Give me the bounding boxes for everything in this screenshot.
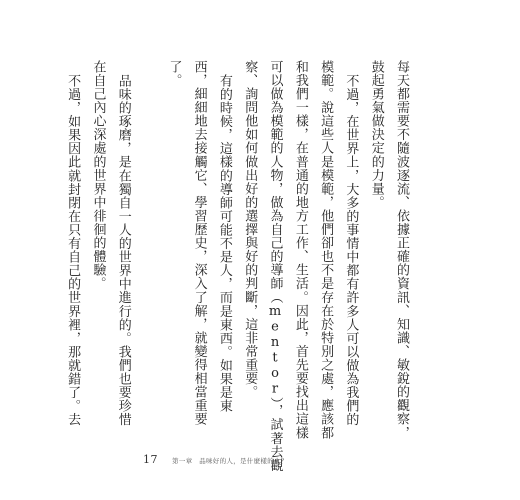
text-column-3: 不過，在世界上，大多的事情中都有許多人可以做為我們的: [343, 74, 359, 427]
text-column-12: 品味的琢磨，是在獨自一人的世界中進行的。我們也要珍惜: [115, 74, 131, 427]
text-column-2: 鼓起勇氣做決定的力量。: [368, 60, 384, 210]
paragraph-gap: [142, 60, 155, 422]
text-column-9: 西，細細地去接觸它、學習歷史，深入了解，就變得相當重要: [191, 60, 207, 426]
text-column-10: 了。: [166, 60, 182, 88]
text-column-13: 在自己內心深處的世界中徘徊的體驗。: [90, 60, 106, 291]
running-head: 第一章 品味好的人，是什麼樣的人？: [172, 457, 288, 465]
text-column-14: 不過，如果因此就封閉在只有自己的世界裡，那就錯了。去: [65, 74, 81, 427]
page-number: 17: [143, 453, 158, 466]
text-column-8: 有的時候，這樣的導師可能不是人，而是東西。如果是東: [216, 74, 232, 413]
text-column-4: 模範。說這些人是模範，他們卻也不是存在於特別之處，應該都: [318, 60, 334, 440]
text-column-6: 可以做為模範的人物，做為自己的導師（mentor），試著去觀: [267, 60, 283, 472]
text-column-7: 察、詢問他如何做出好的選擇與好的判斷，這非常重要。: [242, 60, 258, 399]
text-column-1: 每天都需要不隨波逐流、依據正確的資訊、知識、敏銳的觀察，: [394, 60, 409, 440]
page-footer: [143, 453, 288, 466]
text-column-5: 和我們一樣，在普通的地方工作、生活。因此，首先要找出這樣: [292, 60, 308, 440]
